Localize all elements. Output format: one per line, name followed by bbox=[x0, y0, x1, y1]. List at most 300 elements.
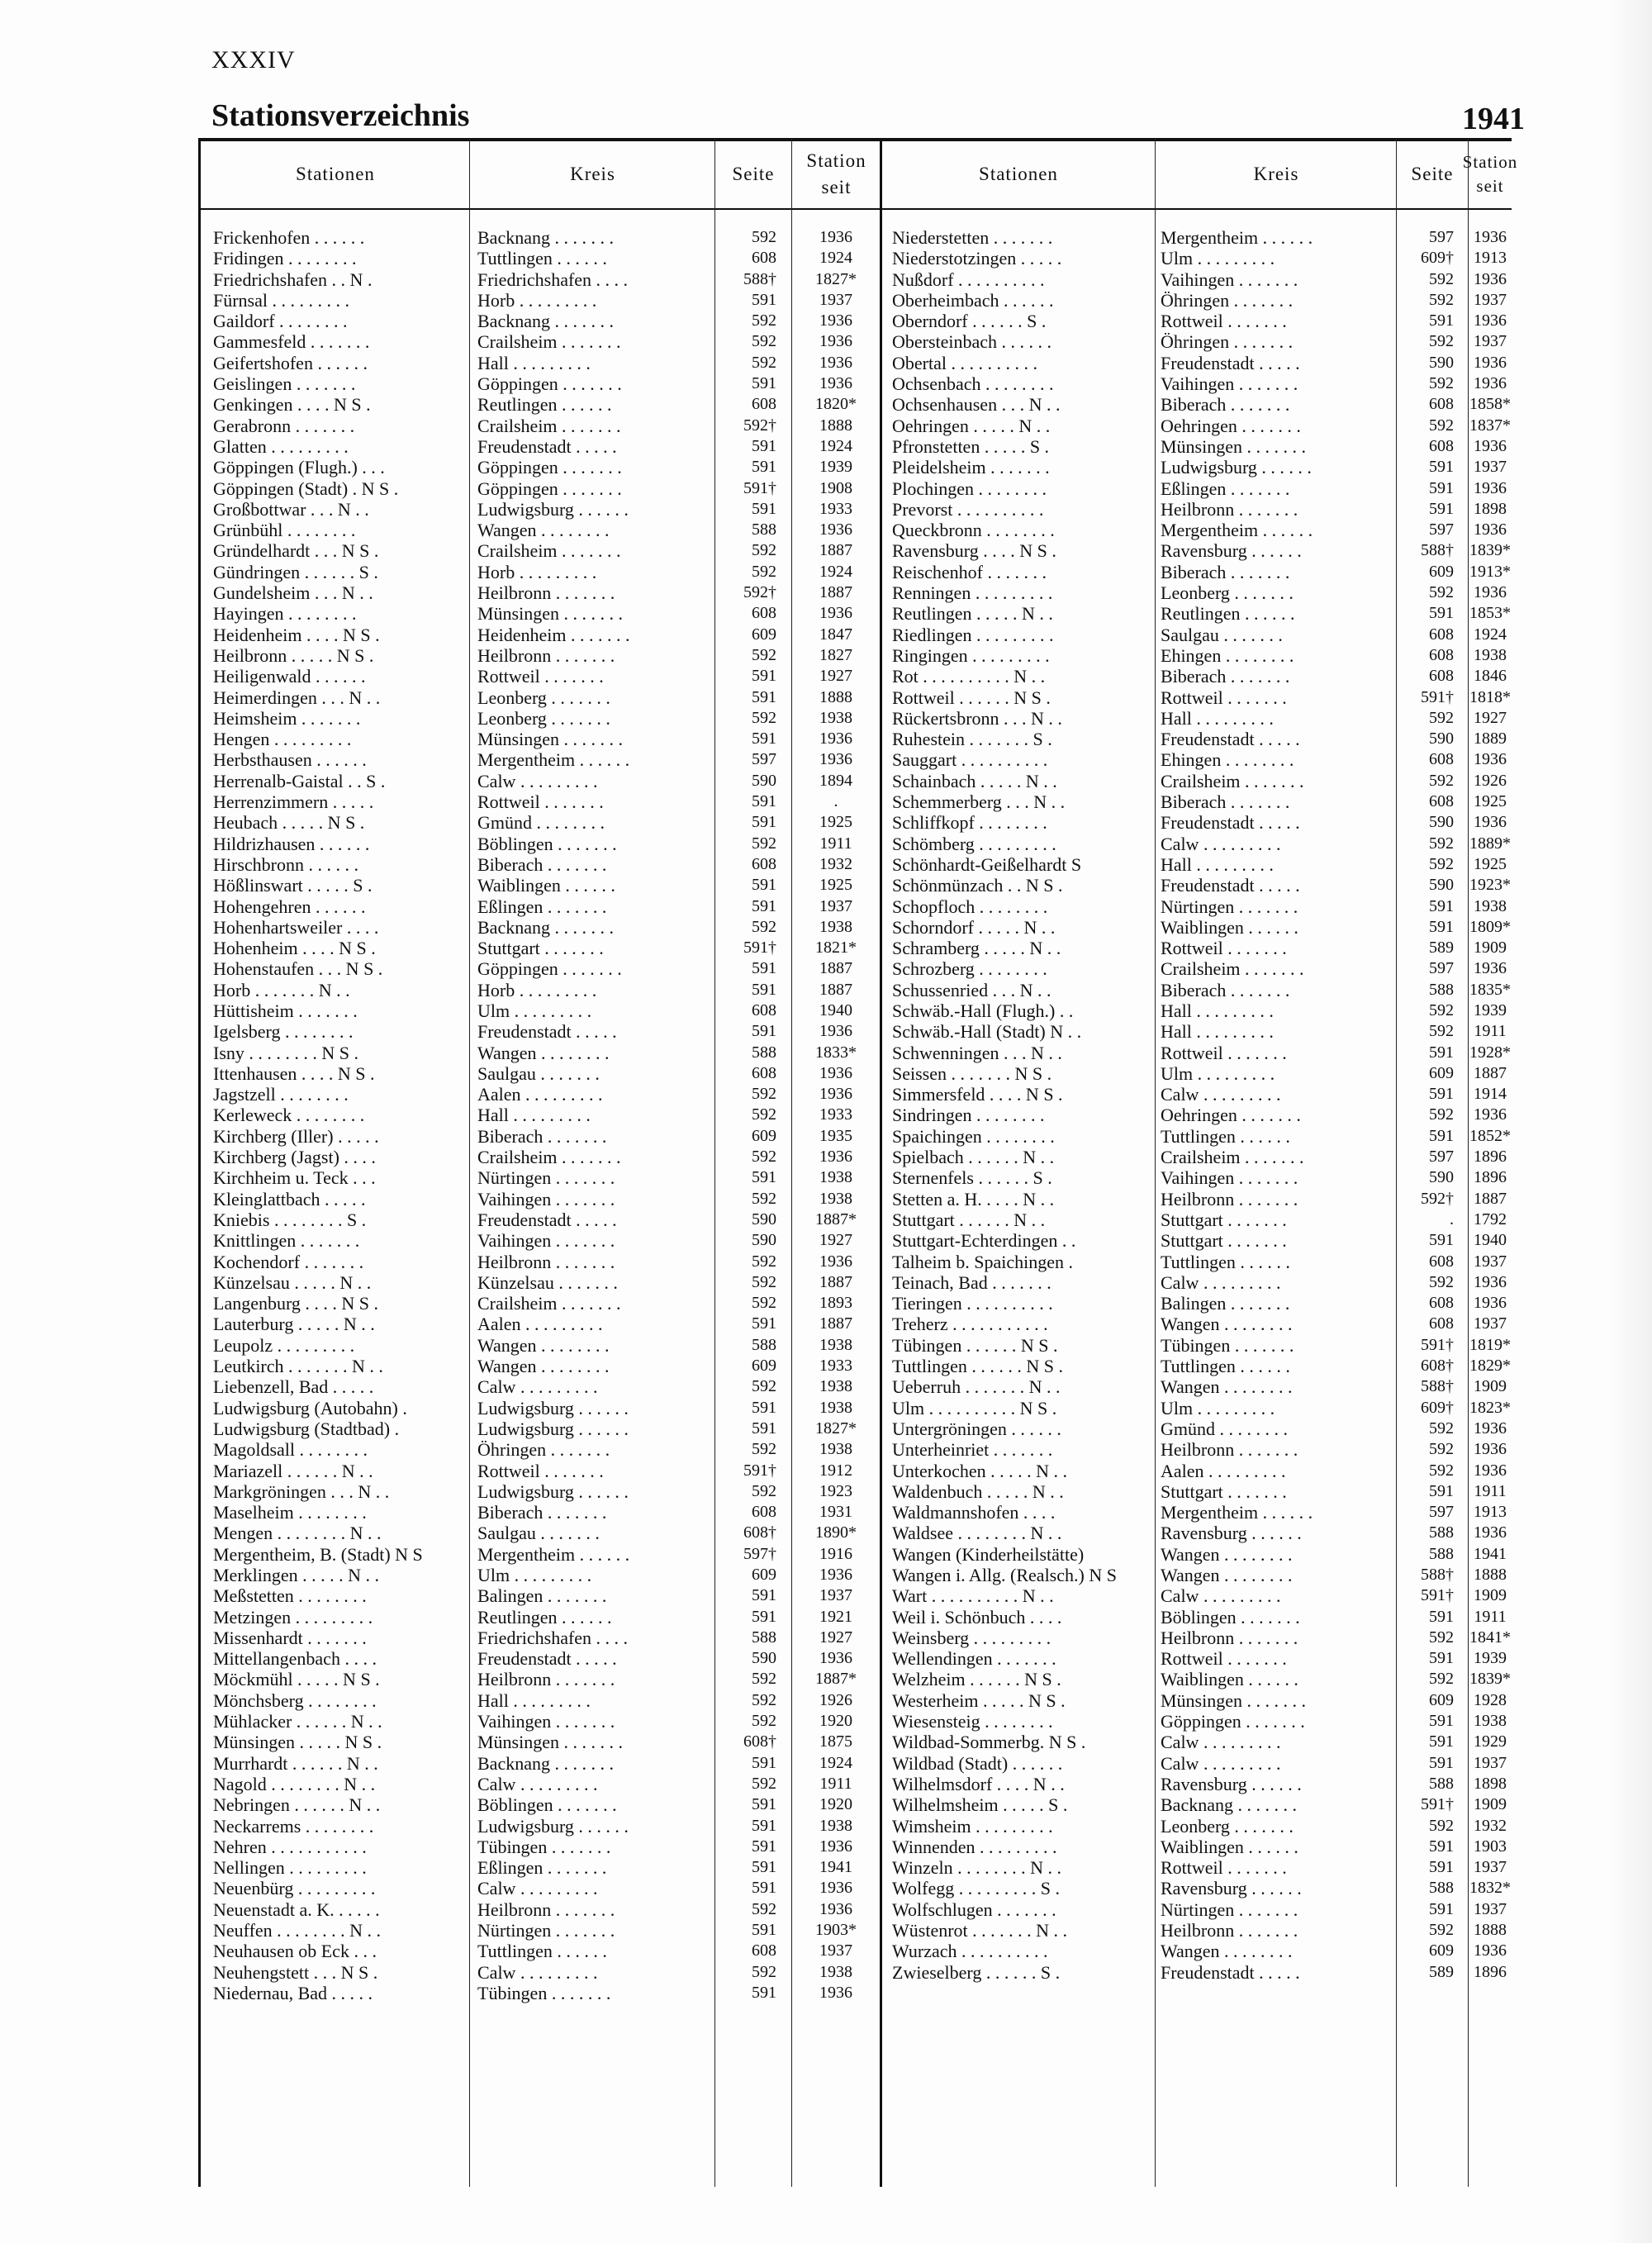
kreis-name: Ludwigsburg . . . . . . bbox=[477, 498, 629, 520]
kreis-name: Wangen . . . . . . . . bbox=[1161, 1376, 1293, 1398]
kreis-name: Hall . . . . . . . . . bbox=[1161, 1000, 1274, 1021]
page-ref: 590 bbox=[752, 1209, 776, 1228]
station-name: Oberheimbach . . . . . . bbox=[892, 289, 1054, 311]
page-ref: 591 bbox=[752, 687, 776, 706]
kreis-name: Münsingen . . . . . . . bbox=[477, 729, 623, 750]
station-since: 1936 bbox=[1474, 311, 1507, 330]
station-name: Niederstetten . . . . . . . bbox=[892, 227, 1053, 248]
kreis-name: Ulm . . . . . . . . . bbox=[1161, 1062, 1275, 1084]
page-ref: 592 bbox=[752, 834, 776, 853]
station-since: 1938 bbox=[819, 1440, 852, 1459]
station-name: Schussenried . . . N . . bbox=[892, 979, 1051, 1000]
kreis-name: Wangen . . . . . . . . bbox=[1161, 1941, 1293, 1962]
station-since: 1936 bbox=[1474, 959, 1507, 978]
page-ref: 588 bbox=[1429, 1879, 1454, 1898]
kreis-name: Stuttgart . . . . . . . bbox=[1161, 1480, 1287, 1502]
kreis-name: Wangen . . . . . . . . bbox=[1161, 1543, 1293, 1565]
station-since: 1931 bbox=[819, 1503, 852, 1522]
page-ref: 592† bbox=[743, 416, 776, 435]
station-name: Heimsheim . . . . . . . bbox=[213, 707, 361, 729]
page-title: Stationsverzeichnis bbox=[211, 98, 470, 133]
column-divider bbox=[714, 138, 715, 2187]
station-since: 1916 bbox=[819, 1544, 852, 1563]
kreis-name: Calw . . . . . . . . . bbox=[477, 770, 598, 791]
page-ref: 592 bbox=[752, 353, 776, 372]
station-since: 1936 bbox=[1474, 1461, 1507, 1480]
kreis-name: Balingen . . . . . . . bbox=[477, 1585, 607, 1607]
station-since: 1941 bbox=[819, 1858, 852, 1877]
page-ref: 592 bbox=[1429, 1272, 1454, 1291]
station-since: 1818* bbox=[1469, 687, 1511, 706]
kreis-name: Hall . . . . . . . . . bbox=[1161, 707, 1274, 729]
header-station-label: Station bbox=[1462, 151, 1518, 172]
station-name: Sindringen . . . . . . . . bbox=[892, 1105, 1045, 1126]
column-divider bbox=[791, 138, 792, 2187]
station-since: 1941 bbox=[1474, 1544, 1507, 1563]
column-divider bbox=[469, 138, 470, 2187]
kreis-name: Crailsheim . . . . . . . bbox=[1161, 770, 1304, 791]
station-since: 1896 bbox=[1474, 1962, 1507, 1981]
station-name: Winnenden . . . . . . . . . bbox=[892, 1836, 1057, 1857]
station-name: Gammesfeld . . . . . . . bbox=[213, 331, 370, 353]
kreis-name: Crailsheim . . . . . . . bbox=[477, 1293, 621, 1314]
page-ref: 591 bbox=[1429, 1899, 1454, 1918]
kreis-name: Freudenstadt . . . . . bbox=[477, 1648, 617, 1670]
station-since: 1939 bbox=[1474, 1649, 1507, 1668]
kreis-name: Ulm . . . . . . . . . bbox=[477, 1000, 592, 1021]
station-since: 1936 bbox=[1474, 353, 1507, 372]
kreis-name: Tuttlingen . . . . . . bbox=[477, 1941, 607, 1962]
page-ref: 588† bbox=[1421, 541, 1454, 560]
station-name: Hohenstaufen . . . N S . bbox=[213, 958, 383, 980]
kreis-name: Vaihingen . . . . . . . bbox=[1161, 1167, 1298, 1189]
page-ref: 609 bbox=[1429, 1690, 1454, 1709]
kreis-name: Wangen . . . . . . . . bbox=[477, 520, 610, 541]
page-ref: 592 bbox=[752, 1105, 776, 1124]
station-since: 1936 bbox=[819, 1566, 852, 1584]
header-station-seit-left bbox=[793, 140, 880, 208]
page-ref: 592 bbox=[1429, 1440, 1454, 1459]
station-name: Mergentheim, B. (Stadt) N S bbox=[213, 1543, 423, 1565]
station-name: Stetten a. H. . . . . N . . bbox=[892, 1188, 1055, 1209]
station-since: 1909 bbox=[1474, 1795, 1507, 1814]
station-since: 1924 bbox=[819, 562, 852, 581]
station-name: Waldmannshofen . . . . bbox=[892, 1502, 1056, 1523]
page-ref: 591 bbox=[1429, 1126, 1454, 1145]
station-since: 1887 bbox=[819, 980, 852, 999]
station-name: Friedrichshafen . . N . bbox=[213, 268, 373, 290]
page-ref: 591 bbox=[1429, 1858, 1454, 1877]
station-name: Winzeln . . . . . . . . N . . bbox=[892, 1857, 1062, 1879]
station-name: Plochingen . . . . . . . . bbox=[892, 478, 1047, 499]
station-name: Obertal . . . . . . . . . . bbox=[892, 352, 1037, 373]
station-since: 1821* bbox=[815, 939, 857, 958]
station-name: Tieringen . . . . . . . . . . bbox=[892, 1293, 1053, 1314]
page-ref: 589 bbox=[1429, 939, 1454, 958]
page-ref: 591 bbox=[752, 436, 776, 455]
kreis-name: Heilbronn . . . . . . . bbox=[1161, 1627, 1298, 1648]
station-name: Treherz . . . . . . . . . . . bbox=[892, 1314, 1048, 1335]
station-name: Grünbühl . . . . . . . . bbox=[213, 520, 356, 541]
kreis-name: Crailsheim . . . . . . . bbox=[477, 331, 621, 353]
station-name: Hößlinswart . . . . . S . bbox=[213, 875, 373, 896]
station-name: Waldenbuch . . . . . N . . bbox=[892, 1480, 1064, 1502]
kreis-name: Wangen . . . . . . . . bbox=[477, 1334, 610, 1356]
station-name: Schainbach . . . . . N . . bbox=[892, 770, 1057, 791]
kreis-name: Ulm . . . . . . . . . bbox=[1161, 248, 1275, 269]
station-since: 1936 bbox=[1474, 478, 1507, 497]
page-ref: 592 bbox=[752, 1481, 776, 1500]
kreis-name: Heilbronn . . . . . . . bbox=[1161, 1188, 1298, 1209]
page-ref: 591 bbox=[752, 290, 776, 309]
station-since: 1887 bbox=[819, 583, 852, 602]
kreis-name: Leonberg . . . . . . . bbox=[1161, 582, 1294, 604]
station-name: Kniebis . . . . . . . . S . bbox=[213, 1209, 367, 1230]
page-ref: 608 bbox=[752, 854, 776, 873]
page-ref: 609† bbox=[1421, 1398, 1454, 1417]
page-edge-shadow bbox=[1609, 0, 1652, 2243]
station-since: 1936 bbox=[1474, 228, 1507, 246]
station-since: 1923 bbox=[819, 1481, 852, 1500]
station-name: Münsingen . . . . . N S . bbox=[213, 1732, 382, 1753]
station-since: 1936 bbox=[819, 332, 852, 351]
kreis-name: Horb . . . . . . . . . bbox=[477, 979, 597, 1000]
station-name: Ochsenhausen . . . N . . bbox=[892, 394, 1061, 416]
kreis-name: Vaihingen . . . . . . . bbox=[477, 1188, 615, 1209]
header-station-label: Station bbox=[806, 150, 866, 171]
station-since: 1936 bbox=[819, 1063, 852, 1082]
station-name: Nehren . . . . . . . . . . . bbox=[213, 1836, 367, 1857]
page-ref: 591 bbox=[752, 1795, 776, 1814]
station-name: Mengen . . . . . . . . N . . bbox=[213, 1523, 382, 1544]
kreis-name: Biberach . . . . . . . bbox=[1161, 394, 1290, 416]
station-since: 1936 bbox=[819, 1649, 852, 1668]
kreis-name: Mergentheim . . . . . . bbox=[1161, 1502, 1313, 1523]
kreis-name: Ludwigsburg . . . . . . bbox=[477, 1418, 629, 1439]
kreis-name: Stuttgart . . . . . . . bbox=[1161, 1209, 1287, 1230]
page-ref: 588† bbox=[1421, 1566, 1454, 1584]
station-name: Kirchheim u. Teck . . . bbox=[213, 1167, 376, 1189]
page-ref: 592 bbox=[752, 1962, 776, 1981]
station-since: 1936 bbox=[1474, 1105, 1507, 1124]
station-name: Ueberruh . . . . . . . N . . bbox=[892, 1376, 1061, 1398]
page-ref: 588 bbox=[752, 1628, 776, 1647]
station-name: Tübingen . . . . . . N S . bbox=[892, 1334, 1058, 1356]
kreis-name: Heilbronn . . . . . . . bbox=[477, 644, 615, 666]
page-ref: 591 bbox=[1429, 1712, 1454, 1731]
station-since: 1938 bbox=[1474, 896, 1507, 915]
station-name: Spielbach . . . . . . N . . bbox=[892, 1147, 1055, 1168]
page-ref: 591 bbox=[752, 458, 776, 477]
page-ref: 591 bbox=[752, 1168, 776, 1187]
kreis-name: Backnang . . . . . . . bbox=[477, 311, 614, 332]
station-since: 1896 bbox=[1474, 1168, 1507, 1187]
kreis-name: Hall . . . . . . . . . bbox=[477, 1105, 591, 1126]
station-since: 1839* bbox=[1469, 1670, 1511, 1689]
station-name: Schönmünzach . . N S . bbox=[892, 875, 1063, 896]
station-since: 1911 bbox=[1474, 1022, 1507, 1041]
kreis-name: Nürtingen . . . . . . . bbox=[1161, 1898, 1298, 1920]
kreis-name: Oehringen . . . . . . . bbox=[1161, 415, 1301, 436]
kreis-name: Öhringen . . . . . . . bbox=[1161, 331, 1294, 353]
station-name: Wimsheim . . . . . . . . . bbox=[892, 1815, 1053, 1837]
station-since: 1887 bbox=[819, 959, 852, 978]
station-since: 1890* bbox=[815, 1523, 857, 1542]
station-since: 1936 bbox=[1474, 1419, 1507, 1438]
station-name: Lauterburg . . . . . N . . bbox=[213, 1314, 375, 1335]
kreis-name: Tuttlingen . . . . . . bbox=[477, 248, 607, 269]
station-since: 1936 bbox=[819, 729, 852, 748]
station-since: 1932 bbox=[1474, 1816, 1507, 1835]
page-ref: 591 bbox=[752, 980, 776, 999]
column-divider bbox=[880, 138, 882, 2187]
station-name: Gündringen . . . . . . S . bbox=[213, 561, 378, 582]
station-since: 1937 bbox=[819, 290, 852, 309]
station-since: 1936 bbox=[819, 353, 852, 372]
station-name: Mariazell . . . . . . N . . bbox=[213, 1460, 373, 1481]
station-since: 1827 bbox=[819, 645, 852, 664]
kreis-name: Hall . . . . . . . . . bbox=[1161, 853, 1274, 875]
station-name: Leupolz . . . . . . . . . bbox=[213, 1334, 355, 1356]
station-name: Wurzach . . . . . . . . . . bbox=[892, 1941, 1048, 1962]
station-since: 1893 bbox=[819, 1294, 852, 1313]
kreis-name: Calw . . . . . . . . . bbox=[477, 1376, 598, 1398]
station-since: 1937 bbox=[1474, 1314, 1507, 1333]
kreis-name: Tuttlingen . . . . . . bbox=[1161, 1251, 1290, 1272]
station-name: Mühlacker . . . . . . N . . bbox=[213, 1711, 382, 1732]
station-name: Ludwigsburg (Autobahn) . bbox=[213, 1397, 407, 1419]
page-ref: 592 bbox=[1429, 1816, 1454, 1835]
kreis-name: Ravensburg . . . . . . bbox=[1161, 1878, 1302, 1899]
station-since: 1920 bbox=[819, 1795, 852, 1814]
page-ref: 591† bbox=[1421, 1795, 1454, 1814]
page-ref: 591 bbox=[1429, 499, 1454, 518]
station-since: 1940 bbox=[819, 1000, 852, 1019]
station-since: 1888 bbox=[819, 416, 852, 435]
station-name: Heidenheim . . . . N S . bbox=[213, 624, 380, 645]
station-since: 1936 bbox=[819, 1022, 852, 1041]
station-since: 1938 bbox=[819, 1816, 852, 1835]
station-since: 1888 bbox=[1474, 1921, 1507, 1940]
page-ref: 591 bbox=[752, 1022, 776, 1041]
kreis-name: Waiblingen . . . . . . bbox=[477, 875, 615, 896]
page-ref: 591† bbox=[1421, 1586, 1454, 1605]
page-ref: 590 bbox=[1429, 813, 1454, 832]
kreis-name: Friedrichshafen . . . . bbox=[477, 268, 629, 290]
station-since: 1896 bbox=[1474, 1148, 1507, 1167]
station-since: 1888 bbox=[819, 687, 852, 706]
kreis-name: Hall . . . . . . . . . bbox=[477, 352, 591, 373]
kreis-name: Heidenheim . . . . . . . bbox=[477, 624, 630, 645]
page-ref: 592 bbox=[1429, 708, 1454, 727]
kreis-name: Ludwigsburg . . . . . . bbox=[477, 1815, 629, 1837]
station-name: Gaildorf . . . . . . . . bbox=[213, 311, 348, 332]
station-name: Mittellangenbach . . . . bbox=[213, 1648, 377, 1670]
station-since: 1936 bbox=[1474, 520, 1507, 539]
kreis-name: Vaihingen . . . . . . . bbox=[477, 1230, 615, 1252]
station-name: Neckarrems . . . . . . . . bbox=[213, 1815, 374, 1837]
page-ref: 591 bbox=[752, 374, 776, 393]
page-ref: 608† bbox=[1421, 1357, 1454, 1376]
station-name: Hohenhartsweiler . . . . bbox=[213, 916, 379, 938]
station-name: Knittlingen . . . . . . . bbox=[213, 1230, 360, 1252]
station-since: 1937 bbox=[819, 896, 852, 915]
kreis-name: Münsingen . . . . . . . bbox=[477, 603, 623, 625]
kreis-name: Rottweil . . . . . . . bbox=[477, 1460, 604, 1481]
page-ref: 591 bbox=[1429, 896, 1454, 915]
station-name: Wilhelmsdorf . . . . N . . bbox=[892, 1773, 1065, 1794]
station-name: Nellingen . . . . . . . . . bbox=[213, 1857, 367, 1879]
kreis-name: Münsingen . . . . . . . bbox=[1161, 435, 1306, 457]
station-name: Herrenalb-Gaistal . . S . bbox=[213, 770, 386, 791]
kreis-name: Balingen . . . . . . . bbox=[1161, 1293, 1290, 1314]
column-divider bbox=[1155, 138, 1156, 2187]
station-name: Neuffen . . . . . . . . N . . bbox=[213, 1920, 382, 1941]
page-ref: 591 bbox=[752, 1837, 776, 1856]
kreis-name: Wangen . . . . . . . . bbox=[477, 1356, 610, 1377]
station-name: Stuttgart . . . . . . N . . bbox=[892, 1209, 1046, 1230]
kreis-name: Ravensburg . . . . . . bbox=[1161, 1523, 1302, 1544]
station-name: Pfronstetten . . . . . S . bbox=[892, 435, 1050, 457]
station-since: 1887 bbox=[1474, 1063, 1507, 1082]
kreis-name: Calw . . . . . . . . . bbox=[1161, 1752, 1281, 1774]
station-name: Rückertsbronn . . . N . . bbox=[892, 707, 1062, 729]
station-name: Genkingen . . . . N S . bbox=[213, 394, 371, 416]
page-ref: 608 bbox=[1429, 395, 1454, 414]
page-ref: 590 bbox=[1429, 876, 1454, 895]
kreis-name: Göppingen . . . . . . . bbox=[477, 958, 622, 980]
station-since: 1911 bbox=[819, 1774, 852, 1793]
station-since: 1939 bbox=[1474, 1000, 1507, 1019]
station-name: Hohenheim . . . . N S . bbox=[213, 938, 376, 959]
kreis-name: Nürtingen . . . . . . . bbox=[477, 1920, 615, 1941]
page-ref: 592† bbox=[1421, 1189, 1454, 1208]
kreis-name: Crailsheim . . . . . . . bbox=[477, 1147, 621, 1168]
station-name: Wilhelmsheim . . . . . S . bbox=[892, 1794, 1068, 1816]
page-ref: 592 bbox=[752, 1085, 776, 1104]
kreis-name: Gmünd . . . . . . . . bbox=[1161, 1418, 1288, 1439]
station-name: Waldsee . . . . . . . . N . . bbox=[892, 1523, 1062, 1544]
header-seit-label: seit bbox=[1476, 176, 1504, 196]
page-ref: 591 bbox=[752, 896, 776, 915]
station-name: Wildbad (Stadt) . . . . . . bbox=[892, 1752, 1063, 1774]
station-name: Schliffkopf . . . . . . . . bbox=[892, 812, 1047, 834]
page-ref: 591 bbox=[1429, 1231, 1454, 1250]
kreis-name: Biberach . . . . . . . bbox=[1161, 666, 1290, 687]
kreis-name: Horb . . . . . . . . . bbox=[477, 289, 597, 311]
page-ref: 608 bbox=[752, 249, 776, 268]
kreis-name: Biberach . . . . . . . bbox=[1161, 979, 1290, 1000]
kreis-name: Mergentheim . . . . . . bbox=[477, 749, 630, 771]
page-ref: 591 bbox=[1429, 1481, 1454, 1500]
page-ref: 588† bbox=[1421, 1377, 1454, 1396]
station-name: Nebringen . . . . . . N . . bbox=[213, 1794, 381, 1816]
station-since: 1936 bbox=[1474, 813, 1507, 832]
station-name: Reischenhof . . . . . . . bbox=[892, 561, 1047, 582]
page-ref: 591 bbox=[1429, 1085, 1454, 1104]
kreis-name: Rottweil . . . . . . . bbox=[477, 666, 604, 687]
station-since: 1924 bbox=[819, 1753, 852, 1772]
station-name: Westerheim . . . . . N S . bbox=[892, 1689, 1066, 1711]
station-name: Wangen i. Allg. (Realsch.) N S bbox=[892, 1565, 1117, 1585]
kreis-name: Ludwigsburg . . . . . . bbox=[1161, 457, 1312, 478]
page-ref: 609 bbox=[1429, 1063, 1454, 1082]
page-ref: 609 bbox=[752, 1566, 776, 1584]
station-name: Wüstenrot . . . . . . . N . . bbox=[892, 1920, 1068, 1941]
station-name: Neuhausen ob Eck . . . bbox=[213, 1941, 377, 1962]
kreis-name: Gmünd . . . . . . . . bbox=[477, 812, 605, 834]
station-since: 1903 bbox=[1474, 1837, 1507, 1856]
station-name: Neuenbürg . . . . . . . . . bbox=[213, 1878, 376, 1899]
header-kreis-right: Kreis bbox=[1253, 163, 1299, 184]
page-ref: 609 bbox=[752, 625, 776, 644]
station-since: 1909 bbox=[1474, 1586, 1507, 1605]
kreis-name: Nürtingen . . . . . . . bbox=[477, 1167, 615, 1189]
kreis-name: Freudenstadt . . . . . bbox=[1161, 352, 1300, 373]
page-ref: 588 bbox=[1429, 1523, 1454, 1542]
kreis-name: Göppingen . . . . . . . bbox=[477, 457, 622, 478]
station-name: Wellendingen . . . . . . . bbox=[892, 1648, 1056, 1670]
page-ref: 592 bbox=[752, 1252, 776, 1271]
page-ref: 591 bbox=[752, 1314, 776, 1333]
station-since: 1936 bbox=[1474, 1523, 1507, 1542]
station-since: 1936 bbox=[819, 750, 852, 769]
station-name: Ittenhausen . . . . N S . bbox=[213, 1062, 375, 1084]
kreis-name: Münsingen . . . . . . . bbox=[1161, 1689, 1306, 1711]
page-ref: 592 bbox=[752, 332, 776, 351]
kreis-name: Aalen . . . . . . . . . bbox=[1161, 1460, 1286, 1481]
station-since: 1936 bbox=[819, 228, 852, 246]
page-ref: 608 bbox=[1429, 667, 1454, 686]
page-ref: 591† bbox=[743, 939, 776, 958]
station-name: Frickenhofen . . . . . . bbox=[213, 227, 365, 248]
station-name: Mönchsberg . . . . . . . . bbox=[213, 1689, 377, 1711]
station-since: 1929 bbox=[1474, 1732, 1507, 1751]
station-name: Schömberg . . . . . . . . . bbox=[892, 833, 1056, 854]
kreis-name: Nürtingen . . . . . . . bbox=[1161, 896, 1298, 917]
kreis-name: Backnang . . . . . . . bbox=[477, 227, 614, 248]
station-since: 1936 bbox=[1474, 1440, 1507, 1459]
station-since: 1914 bbox=[1474, 1085, 1507, 1104]
page-ref: 608 bbox=[752, 1063, 776, 1082]
kreis-name: Rottweil . . . . . . . bbox=[1161, 1042, 1287, 1063]
page-ref: 591† bbox=[1421, 1335, 1454, 1354]
page-ref: 588 bbox=[1429, 1544, 1454, 1563]
station-since: 1937 bbox=[1474, 332, 1507, 351]
page-ref: 608† bbox=[743, 1523, 776, 1542]
station-since: 1827* bbox=[815, 269, 857, 288]
kreis-name: Rottweil . . . . . . . bbox=[1161, 687, 1287, 708]
station-since: 1926 bbox=[819, 1690, 852, 1709]
page-ref: 592 bbox=[752, 1272, 776, 1291]
kreis-name: Tübingen . . . . . . . bbox=[477, 1982, 611, 2003]
station-since: 1938 bbox=[1474, 645, 1507, 664]
kreis-name: Freudenstadt . . . . . bbox=[1161, 1961, 1300, 1983]
station-since: 1888 bbox=[1474, 1566, 1507, 1584]
station-since: 1921 bbox=[819, 1607, 852, 1626]
station-name: Metzingen . . . . . . . . . bbox=[213, 1606, 373, 1628]
page-ref: 588 bbox=[752, 1335, 776, 1354]
station-name: Rot . . . . . . . . . . N . . bbox=[892, 666, 1046, 687]
station-since: 1936 bbox=[1474, 269, 1507, 288]
station-name: Künzelsau . . . . . N . . bbox=[213, 1271, 372, 1293]
page-ref: 608 bbox=[1429, 1294, 1454, 1313]
page-ref: 592 bbox=[752, 1712, 776, 1731]
station-name: Heilbronn . . . . . N S . bbox=[213, 644, 374, 666]
station-since: 1903* bbox=[815, 1921, 857, 1940]
station-since: 1898 bbox=[1474, 1774, 1507, 1793]
page-ref: 591 bbox=[752, 1879, 776, 1898]
